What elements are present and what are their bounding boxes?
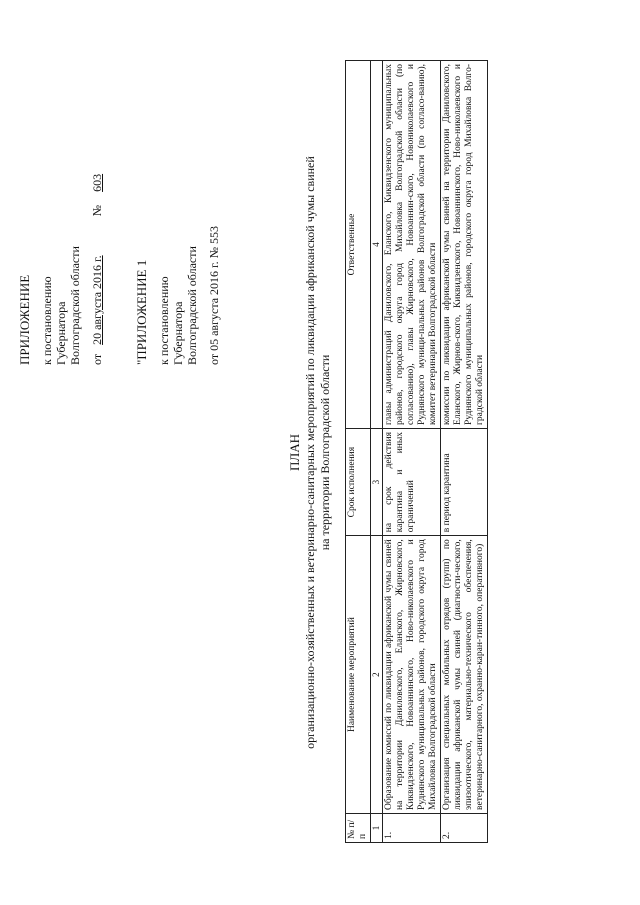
appendix-date-prefix: от: [90, 353, 104, 365]
prior-appendix-block: [135, 226, 221, 365]
column-number-2: 2: [371, 536, 383, 814]
prior-appendix-heading: "ПРИЛОЖЕНИЕ 1: [134, 259, 149, 365]
table-column-numbers-row: [371, 61, 383, 843]
row-number: 1.: [383, 813, 441, 842]
prior-appendix-date-line: от 05 августа 2016 г. № 553: [207, 225, 221, 365]
header-activity: Наименование мероприятий: [346, 536, 371, 814]
appendix-number-value: 603: [90, 173, 104, 192]
row-number: 2.: [441, 813, 488, 842]
prior-appendix-line-2: Губернатора: [171, 301, 185, 365]
row-responsible: главы администраций Даниловского, Еланского, Киквидзенского муниципальных районов, городского округа город Михайловка Волгоградской области (по согласованию), главы Жирновского, Новоаннин-ского, Новониколаевского и Руднянского муници-пальных районов Волгоградской области (по согласо-ванию), комитет ветеринарии Волгоградской области: [383, 61, 441, 429]
prior-appendix-line-1: к постановлению: [157, 276, 171, 365]
row-term: на срок действия карантина и иных ограничений: [383, 428, 441, 535]
prior-appendix-line-3: Волгоградской области: [185, 246, 199, 365]
plan-subtitle-line-2: на территории Волгоградской области: [318, 354, 332, 551]
appendix-number-sign: №: [90, 204, 104, 217]
plan-subtitle-line-1: организационно-хозяйственных и ветеринарно-санитарных мероприятий по ликвидации африканской чумы свиней: [303, 156, 317, 749]
appendix-date-line: [90, 174, 104, 365]
appendix-line-3: Волгоградской области: [68, 246, 82, 365]
appendix-heading: ПРИЛОЖЕНИЕ: [17, 274, 32, 365]
appendix-block: [18, 174, 104, 365]
appendix-line-1: к постановлению: [40, 276, 54, 365]
header-number: № п/п: [346, 813, 371, 842]
header-responsible: Ответственные: [346, 61, 371, 429]
appendix-date-value: 20 августа 2016 г.: [90, 255, 104, 345]
row-activity: Образование комиссий по ликвидации африканской чумы свиней на территории Даниловского, Еланского, Жирновского, Киквидзенского, Новоаннинского, Ново-николаевского и Руднянского муниципальных районов, городского округа город Михайловка Волгоградской области: [383, 536, 441, 814]
plan-title: ПЛАН: [287, 434, 302, 471]
header-term: Срок исполнения: [346, 428, 371, 535]
row-term: в период карантина: [441, 428, 488, 535]
appendix-line-2: Губернатора: [54, 301, 68, 365]
table-row: [441, 61, 488, 843]
table-row: [383, 61, 441, 843]
plan-table: [345, 60, 488, 843]
table-header-row: [346, 61, 371, 843]
column-number-4: 4: [371, 61, 383, 429]
column-number-3: 3: [371, 428, 383, 535]
row-activity: Организация специальных мобильных отрядов (групп) по ликвидации африканской чумы свиней (диагности-ческого, эпизоотического, материально-технического обеспечения, ветеринарно-санитарного, охранно-каран-тинного, оперативного): [441, 536, 488, 814]
row-responsible: комиссии по ликвидации африканской чумы свиней на территории Даниловского, Еланского, Жирнов-ского, Киквидзенского, Новоаннинского, Ново-николаевского и Руднянского муниципальных районов, городского округа город Михайловка Волго-градской области: [441, 61, 488, 429]
column-number-1: 1: [371, 813, 383, 842]
